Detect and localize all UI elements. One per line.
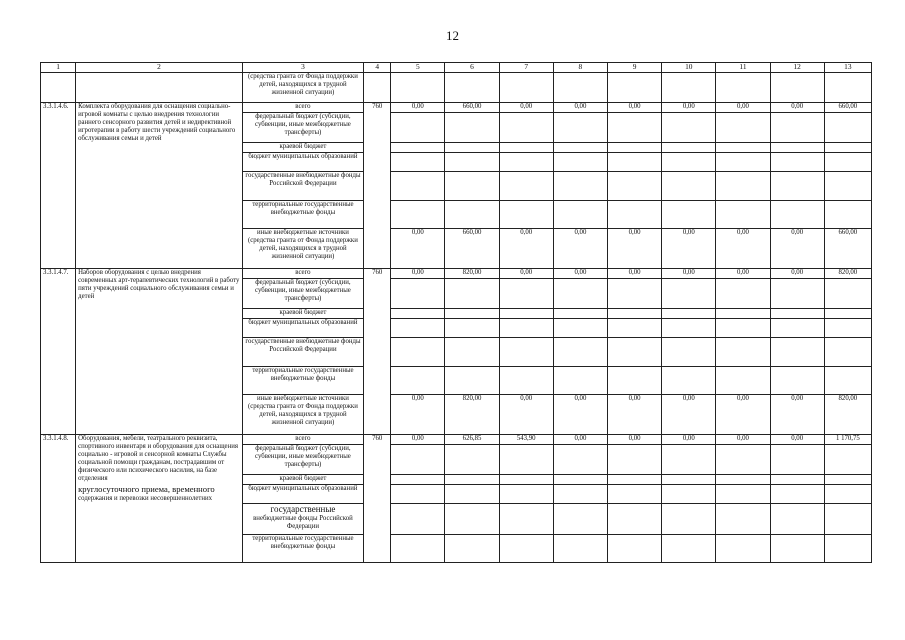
value-cell: 0,00 [553,103,607,113]
header-cell: 7 [499,63,553,73]
value-cell: 0,00 [770,229,824,269]
funding-source: всего [242,103,363,113]
value-cell: 0,00 [770,435,824,445]
item-col4: 760 [364,435,391,563]
value-cell: 0,00 [553,395,607,435]
value-cell: 820,00 [445,395,499,435]
funding-source: территориальные государственные внебюджетные фонды [242,535,363,563]
item-code: 3.3.1.4.6. [41,103,76,269]
page-number: 12 [446,28,459,43]
value-cell: 820,00 [824,269,871,279]
header-row [41,63,872,73]
value-cell: 543,90 [499,435,553,445]
funding-source: всего [242,269,363,279]
value-cell: 0,00 [608,229,662,269]
funding-source: краевой бюджет [242,143,363,153]
item-description: Наборов оборудования с целью внедрения современных арт-терапевтических технологий в работу пяти учреждений социального обслуживания семьи и детей [76,269,243,435]
value-cell: 0,00 [499,229,553,269]
value-cell: 0,00 [770,103,824,113]
value-cell: 0,00 [662,229,716,269]
value-cell: 660,00 [824,103,871,113]
funding-source-part: государственные [270,504,336,514]
header-cell: 9 [608,63,662,73]
value-cell: 0,00 [391,435,445,445]
value-cell: 0,00 [608,269,662,279]
value-cell: 0,00 [716,269,770,279]
item-col4: 760 [364,103,391,269]
item-description-part: содержания и перевозки несовершеннолетних [78,494,213,502]
value-cell: 0,00 [662,395,716,435]
value-cell: 0,00 [391,269,445,279]
value-cell: 626,85 [445,435,499,445]
item-code: 3.3.1.4.8. [41,435,76,563]
header-cell: 11 [716,63,770,73]
header-cell: 4 [364,63,391,73]
item-col4: 760 [364,269,391,435]
value-cell: 0,00 [553,435,607,445]
value-cell: 0,00 [716,103,770,113]
header-cell: 2 [76,63,243,73]
value-cell: 660,00 [445,229,499,269]
value-cell: 660,00 [445,103,499,113]
funding-source-part: внебюджетные фонды Российской Федерации [253,515,353,531]
item-description: Комплекта оборудования для оснащения социально-игровой комнаты с целью внедрения технологии раннего сенсорного развития детей и недирективной игротерапии в работу шести учреждений социального обслуживания семьи и детей [76,103,243,269]
value-cell: 0,00 [770,269,824,279]
value-cell: 0,00 [608,435,662,445]
value-cell: 0,00 [716,229,770,269]
funding-source: бюджет муниципальных образований [242,153,363,172]
value-cell: 0,00 [391,103,445,113]
funding-source: государственные внебюджетные фонды Российской Федерации [242,338,363,367]
funding-source: территориальные государственные внебюджетные фонды [242,201,363,229]
funding-source: территориальные государственные внебюджетные фонды [242,367,363,395]
funding-source: краевой бюджет [242,309,363,319]
header-cell: 3 [242,63,363,73]
table-row [41,269,872,279]
item-description-part: круглосуточного приема, временного [78,483,215,494]
header-cell: 8 [553,63,607,73]
funding-source: (средства гранта от Фонда поддержки детей, находящихся в трудной жизненной ситуации) [242,73,363,103]
table-row [41,73,872,103]
value-cell: 0,00 [662,269,716,279]
value-cell: 0,00 [553,269,607,279]
value-cell: 0,00 [499,103,553,113]
funding-source: всего [242,435,363,445]
value-cell: 0,00 [770,395,824,435]
header-cell: 5 [391,63,445,73]
funding-source: бюджет муниципальных образований [242,485,363,504]
value-cell: 0,00 [608,395,662,435]
funding-source [242,504,363,535]
funding-source: федеральный бюджет (субсидии, субвенции, иные межбюджетные трансферты) [242,445,363,475]
value-cell: 0,00 [499,269,553,279]
value-cell: 0,00 [553,229,607,269]
value-cell: 660,00 [824,229,871,269]
budget-table [40,62,872,563]
header-cell: 1 [41,63,76,73]
value-cell: 0,00 [716,435,770,445]
value-cell: 0,00 [391,229,445,269]
funding-source: федеральный бюджет (субсидии, субвенции, иные межбюджетные трансферты) [242,113,363,143]
value-cell: 0,00 [608,103,662,113]
item-description-part: Оборудования, мебели, театрального реквизита, спортивного инвентаря и оборудования для оснащения социально - игровой и сенсорной комнаты Службы социальной помощи гражданам, пострадавшим от физического или психического насилия, на базе отделения [78,435,238,483]
value-cell: 0,00 [716,395,770,435]
value-cell: 0,00 [662,435,716,445]
header-cell: 12 [770,63,824,73]
value-cell: 0,00 [499,395,553,435]
item-code: 3.3.1.4.7. [41,269,76,435]
value-cell: 1 170,75 [824,435,871,445]
funding-source: краевой бюджет [242,475,363,485]
value-cell: 0,00 [662,103,716,113]
header-cell: 6 [445,63,499,73]
table-row [41,435,872,445]
funding-source: федеральный бюджет (субсидии, субвенции, иные межбюджетные трансферты) [242,279,363,309]
funding-source: государственные внебюджетные фонды Российской Федерации [242,172,363,201]
funding-source: иные внебюджетные источники (средства гранта от Фонда поддержки детей, находящихся в трудной жизненной ситуации) [242,229,363,269]
funding-source: иные внебюджетные источники (средства гранта от Фонда поддержки детей, находящихся в трудной жизненной ситуации) [242,395,363,435]
table-row [41,103,872,113]
header-cell: 13 [824,63,871,73]
value-cell: 0,00 [391,395,445,435]
item-description [76,435,243,563]
value-cell: 820,00 [824,395,871,435]
value-cell: 820,00 [445,269,499,279]
header-cell: 10 [662,63,716,73]
funding-source: бюджет муниципальных образований [242,319,363,338]
